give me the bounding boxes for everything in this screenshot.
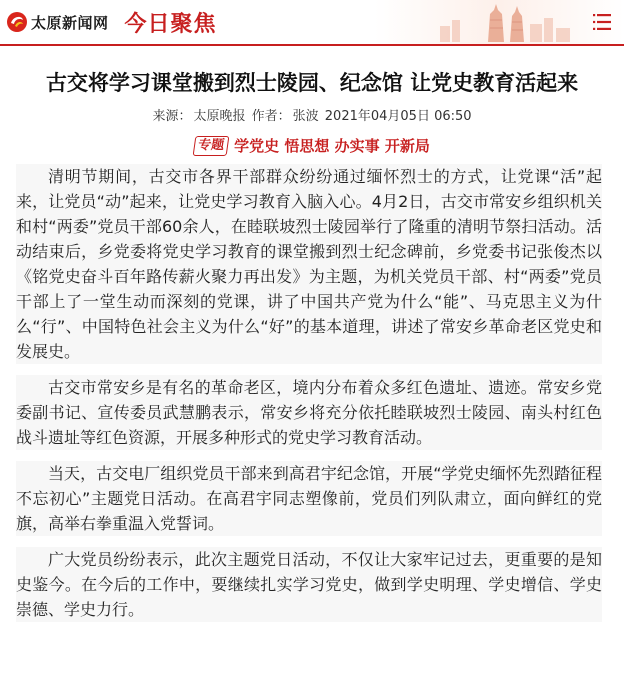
article-paragraph-3: 当天，古交电厂组织党员干部来到高君宇纪念馆，开展“学党史缅怀先烈踏征程不忘初心”主题党日活动。在高君宇同志塑像前，党员们列队肃立，面向鲜红的党旗，高举右拳重温入党誓词。	[16, 461, 602, 536]
topic-link[interactable]: 学党史 悟思想 办实事 开新局	[234, 137, 430, 155]
site-logo-icon[interactable]	[6, 11, 28, 33]
article-title: 古交将学习课堂搬到烈士陵园、纪念馆 让党史教育活起来	[45, 71, 579, 95]
article-body	[8, 164, 606, 622]
topic-row	[0, 135, 624, 156]
topic-badge: 专题	[193, 136, 230, 156]
article-paragraph-4: 广大党员纷纷表示，此次主题党日活动，不仅让大家牢记过去，更重要的是知史鉴今。在今后的工作中，要继续扎实学习党史，做到学史明理、学史增信、学史崇德、学史力行。	[16, 547, 602, 622]
site-header	[0, 0, 624, 46]
article-paragraph-1: 清明节期间，古交市各界干部群众纷纷通过缅怀烈士的方式，让党课“活”起来，让党员“动”起来，让党史学习教育入脑入心。4月2日，古交市常安乡组织机关和村“两委”党员干部60余人，在睦联坡烈士陵园举行了隆重的清明节祭扫活动。活动结束后，乡党委将党史学习教育的课堂搬到烈士纪念碑前，乡党委书记张俊杰以《铭党史奋斗百年路传薪火聚力再出发》为主题，为机关党员干部、村“两委”党员干部上了一堂生动而深刻的党课，讲了中国共产党为什么“能”、马克思主义为什么“行”、中国特色社会主义为什么“好”的基本道理，讲述了常安乡革命老区党史和发展史。	[16, 164, 602, 364]
city-skyline-decoration	[430, 0, 580, 42]
source-label: 来源：	[152, 109, 192, 124]
source-value: 太原晚报	[193, 109, 246, 124]
menu-icon[interactable]	[590, 10, 614, 34]
author-value: 张波	[292, 109, 319, 124]
publish-datetime: 2021年04月05日 06:50	[324, 109, 472, 124]
article-paragraph-2: 古交市常安乡是有名的革命老区，境内分布着众多红色遗址、遗迹。常安乡党委副书记、宣传委员武慧鹏表示，常安乡将充分依托睦联坡烈士陵园、南头村红色战斗遗址等红色资源，开展多种形式的党史学习教育活动。	[16, 375, 602, 450]
site-name[interactable]: 太原新闻网	[31, 13, 109, 32]
section-title: 今日聚焦	[124, 11, 217, 37]
author-label: 作者：	[251, 109, 291, 124]
article-meta	[0, 108, 624, 126]
